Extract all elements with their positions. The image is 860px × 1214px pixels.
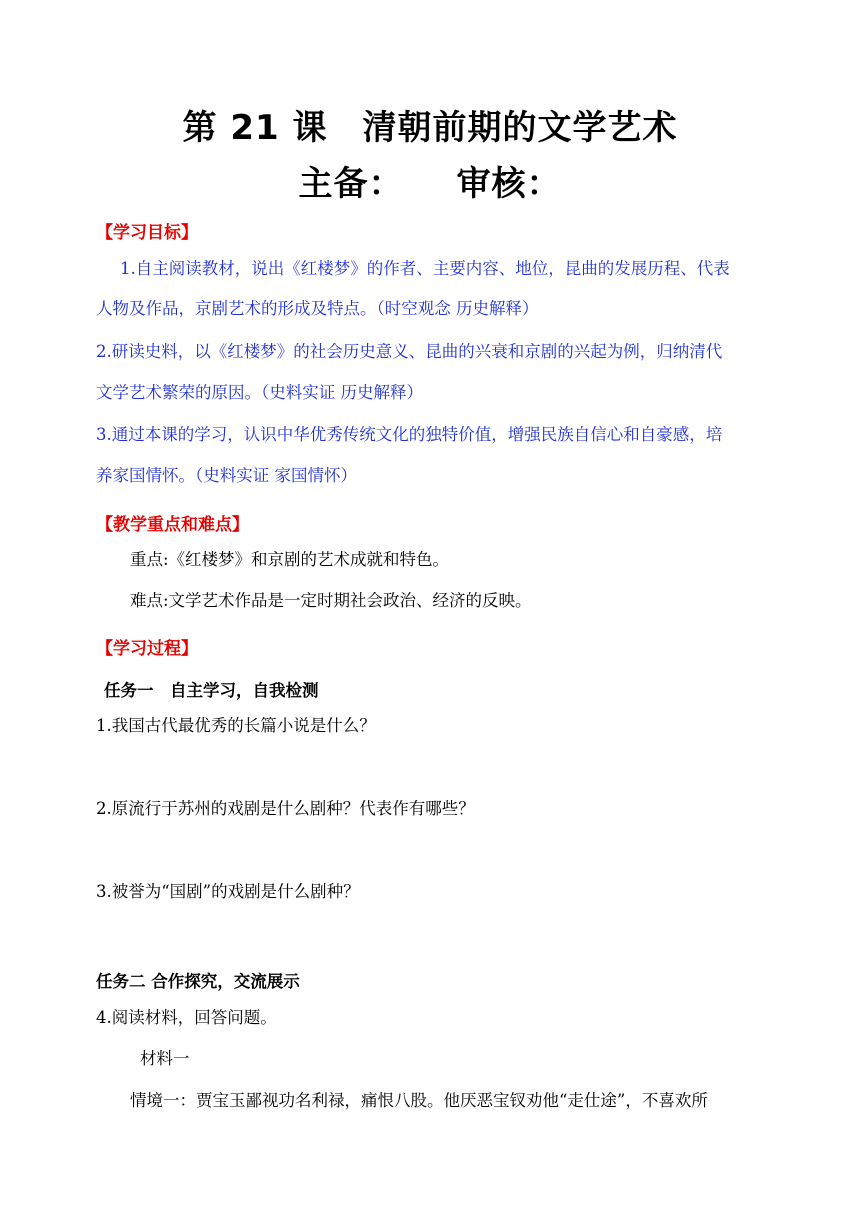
objective-3-line1: 3.通过本课的学习，认识中华优秀传统文化的独特价值，增强民族自信心和自豪感，培: [96, 425, 723, 444]
question-4: 4.阅读材料，回答问题。: [96, 1008, 277, 1027]
keypoint-difficulty: 难点:文学艺术作品是一定时期社会政治、经济的反映。: [130, 591, 532, 610]
objective-1-line1: 1.自主阅读教材，说出《红楼梦》的作者、主要内容、地位，昆曲的发展历程、代表: [120, 259, 730, 278]
question-1: 1.我国古代最优秀的长篇小说是什么？: [96, 716, 376, 735]
task-one-heading: 任务一 自主学习，自我检测: [104, 681, 319, 700]
objective-3-line2: 养家国情怀。（史料实证 家国情怀）: [96, 466, 357, 485]
objective-2-line1: 2.研读史料，以《红楼梦》的社会历史意义、昆曲的兴衰和京剧的兴起为例，归纳清代: [96, 342, 723, 361]
question-3: 3.被誉为“国剧”的戏剧是什么剧种？: [96, 882, 360, 901]
question-2: 2.原流行于苏州的戏剧是什么剧种？代表作有哪些？: [96, 799, 475, 818]
page-subtitle: 主备： 审核：: [298, 164, 562, 204]
keypoints-heading: 【教学重点和难点】: [96, 515, 249, 535]
objective-1-line2: 人物及作品，京剧艺术的形成及特点。（时空观念 历史解释）: [96, 299, 539, 318]
scenario-1-text: 情境一：贾宝玉鄙视功名利禄，痛恨八股。他厌恶宝钗劝他“走仕途”，不喜欢所: [130, 1091, 708, 1110]
material-label: 材料一: [140, 1049, 190, 1068]
task-two-heading: 任务二 合作探究，交流展示: [96, 972, 300, 991]
objectives-heading: 【学习目标】: [96, 223, 198, 243]
keypoint-focus: 重点:《红楼梦》和京剧的艺术成就和特色。: [130, 550, 450, 569]
page-title: 第 21 课 清朝前期的文学艺术: [182, 108, 678, 148]
process-heading: 【学习过程】: [96, 639, 198, 659]
objective-2-line2: 文学艺术繁荣的原因。（史料实证 历史解释）: [96, 383, 423, 402]
